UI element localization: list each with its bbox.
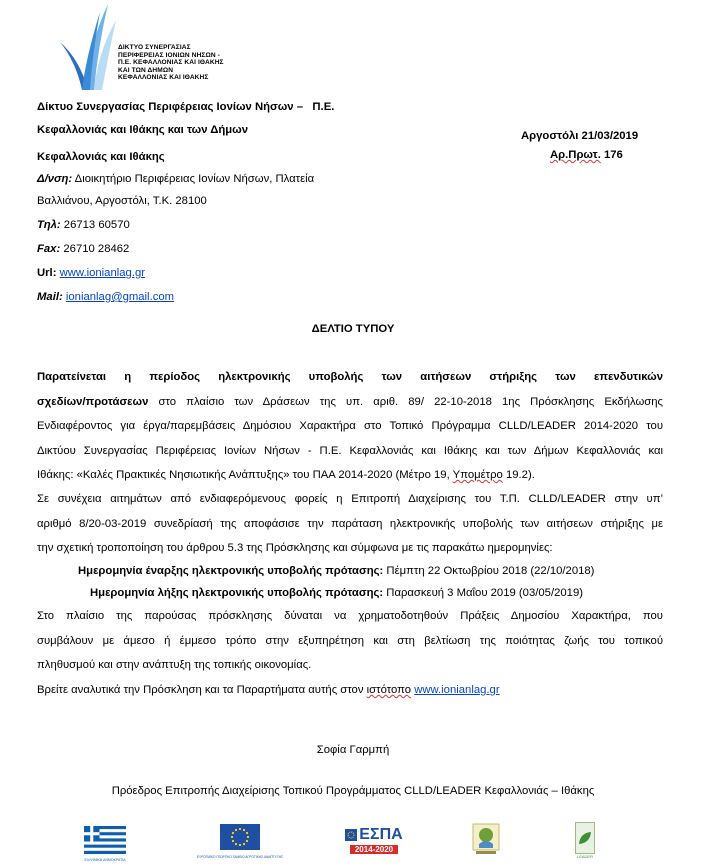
address-line: Διοικητήριο Περιφέρειας Ιονίων Νήσων, Πλατεία (72, 173, 315, 185)
website-link[interactable]: www.ionianlag.gr (414, 684, 500, 696)
espa-years: 2014-2020 (350, 845, 398, 854)
sender-name-line: Κεφαλλονιάς και Ιθάκης (37, 151, 165, 163)
logo-line: ΚΕΦΑΛΛΟΝΙΑΣ ΚΑΙ ΙΘΑΚΗΣ (118, 74, 209, 82)
phone-label: Τηλ: (37, 219, 61, 231)
greek-republic-logo (70, 822, 140, 867)
protocol-value: 176 (600, 149, 623, 161)
eu-fund-text: ΕΥΡΩΠΑΪΚΟ ΓΕΩΡΓΙΚΟ ΤΑΜΕΙΟ ΑΓΡΟΤΙΚΗΣ ΑΝΑΠΤΥΞΗΣ (196, 855, 284, 859)
network-emblem-logo (466, 822, 506, 867)
leader-text: LEADER (576, 854, 593, 859)
signature-role: Πρόεδρος Επιτροπής Διαχείρισης Τοπικού Προγράμματος CLLD/LEADER Κεφαλλονιάς – Ιθάκης (111, 785, 595, 797)
end-date-label: Ημερομηνία λήξης ηλεκτρονικής υποβολής πρότασης: (90, 587, 384, 599)
espa-flag-icon (345, 829, 357, 841)
start-date-label: Ημερομηνία έναρξης ηλεκτρονικής υποβολής πρότασης: (78, 565, 384, 577)
organization-logo (58, 2, 118, 92)
logo-text (118, 44, 224, 82)
p3-line: συμβάλουν με άμεσο ή έμμεσο τρόπο στην εξυπηρέτηση και στη βελτίωση της ποιότητας ζωής του τοπικού (37, 634, 663, 647)
leader-leaf-icon (576, 829, 594, 847)
p2-line: την σχετική τροποποίηση του άρθρου 5.3 της Πρόσκλησης και σύμφωνα με τις παρακάτω ημερομηνίες: (37, 542, 553, 554)
emblem-icon (471, 822, 501, 856)
sender-fax (37, 238, 367, 260)
logo-line: ΚΑΙ ΤΩΝ ΔΗΜΩΝ (118, 66, 174, 74)
logo-line: ΠΕΡΙΦΕΡΕΙΑΣ ΙΟΝΙΩΝ ΝΗΣΩΝ - (118, 51, 220, 59)
sail-logo-icon (58, 2, 118, 92)
end-date-line (90, 583, 583, 603)
p1-line: Δικτύου Συνεργασίας Περιφέρειας Ιονίων Νήσων - Π.Ε. Κεφαλλονιάς και Ιθάκης και των Δήμων Κεφαλλονιάς και (37, 444, 663, 457)
body-paragraph-4 (37, 680, 500, 700)
p4-text: Βρείτε αναλυτικά την Πρόσκληση και τα Παραρτήματα αυτής στον (37, 684, 367, 696)
leader-logo (570, 822, 600, 867)
espa-logo (338, 822, 410, 867)
signature-name: Σοφία Γαρμπή (316, 744, 390, 756)
body-paragraph-1 (37, 365, 663, 488)
p2-line: Σε συνέχεια αιτημάτων από ενδιαφερόμενους φορείς η Επιτροπή Διαχείρισης του Τ.Π. CLLD/LEADER στην υπ’ (37, 493, 663, 505)
url-link[interactable]: www.ionianlag.gr (59, 267, 146, 279)
sender-phone (37, 214, 367, 236)
protocol-number (550, 149, 623, 161)
p1-text: Ιθάκης: «Καλές Πρακτικές Νησιωτικής Ανάπτυξης» του ΠΑΑ 2014-2020 (Μέτρο 19, (37, 469, 453, 481)
p2-line: αριθμό 8/20-03-2019 συνεδρίασή της αποφάσισε την παράταση ηλεκτρονικής υποβολής των αιτήσεων στήριξης με (37, 517, 663, 530)
address-line: Βαλλιάνου, Αργοστόλι, Τ.Κ. 28100 (37, 195, 207, 207)
document-title: ΔΕΛΤΙΟ ΤΥΠΟΥ (311, 323, 395, 335)
p1-text: Υπομέτρο (452, 469, 503, 481)
p1-text: 19.2). (502, 469, 535, 481)
p1-line (37, 463, 663, 488)
eu-flag-icon (220, 824, 260, 850)
logo-line: Π.Ε. ΚΕΦΑΛΛΟΝΙΑΣ ΚΑΙ ΙΘΑΚΗΣ (118, 59, 224, 67)
fax-label: Fax: (37, 243, 61, 255)
url-label: Url: (37, 267, 57, 279)
phone-value: 26713 60570 (60, 219, 130, 231)
fax-value: 26710 28462 (60, 243, 130, 255)
sender-url (37, 262, 367, 284)
greek-ministry-text: ΕΛΛΗΝΙΚΗ ΔΗΜΟΚΡΑΤΙΑ (84, 858, 126, 862)
sender-name-line: Κεφαλλονιάς και Ιθάκης και των Δήμων (37, 124, 248, 136)
p1-line (37, 390, 663, 415)
espa-title: ΕΣΠΑ (359, 826, 403, 843)
start-date-value: Πέμπτη 22 Οκτωβρίου 2018 (22/10/2018) (383, 565, 595, 577)
p1-line: Ενδιαφέροντος για έργα/παρεμβάσεις Δημόσιου Χαρακτήρα στο Τοπικό Πρόγραμμα CLLD/LEADER 2014-2020 του (37, 420, 663, 432)
sender-address (37, 168, 367, 190)
sender-mail (37, 286, 367, 308)
p3-line: πληθυσμού και στην ανάπτυξη της τοπικής οικονομίας. (37, 659, 312, 671)
mail-label: Mail: (37, 291, 63, 303)
address-label: Δ/νση: (37, 173, 73, 185)
greek-flag-icon (84, 826, 126, 854)
body-paragraph-3 (37, 604, 663, 678)
sender-block (37, 96, 367, 308)
eu-fund-logo (190, 822, 290, 867)
document-date: Αργοστόλι 21/03/2019 (521, 130, 639, 142)
start-date-line (78, 561, 594, 581)
p3-line: Στο πλαίσιο της παρούσας πρόσκλησης δύναται να χρηματοδοτηθούν Πράξεις Δημοσίου Χαρακτήρα, που (37, 610, 663, 622)
protocol-label: Αρ.Πρωτ. (550, 149, 601, 161)
mail-link[interactable]: ionianlag@gmail.com (65, 291, 175, 303)
p1-bold-line: Παρατείνεται η περίοδος ηλεκτρονικής υποβολής των αιτήσεων στήριξης των επενδυτικών (37, 371, 663, 383)
p1-bold-cont: σχεδίων/προτάσεων (37, 395, 149, 408)
p1-rest: στο πλαίσιο των Δράσεων της υπ. αριθ. 89/ 22-10-2018 1ης Πρόσκλησης Εκδήλωσης (148, 395, 663, 408)
body-paragraph-2 (37, 487, 663, 561)
sender-name-line: Δίκτυο Συνεργασίας Περιφέρειας Ιονίων Νήσων – Π.Ε. (37, 101, 335, 113)
end-date-value: Παρασκευή 3 Μαΐου 2019 (03/05/2019) (383, 587, 583, 599)
p4-text: ιστότοπο (366, 684, 412, 696)
logo-line: ΔΙΚΤΥΟ ΣΥΝΕΡΓΑΣΙΑΣ (118, 44, 191, 51)
